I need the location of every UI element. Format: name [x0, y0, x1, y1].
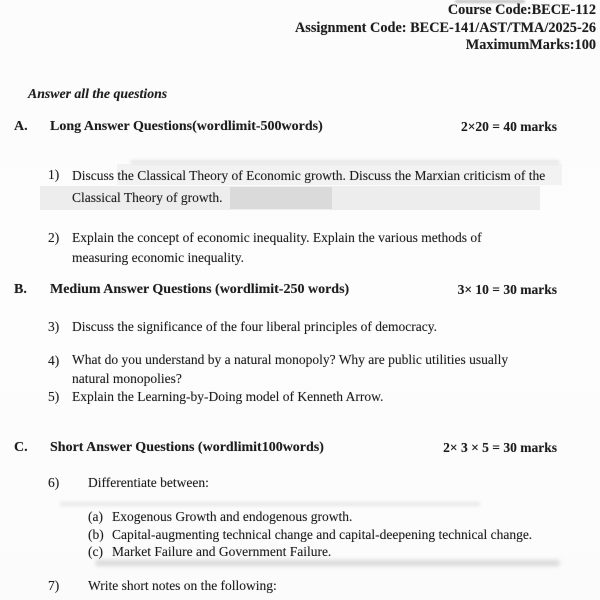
- assignment-code: Assignment Code: BECE-141/AST/TMA/2025-26: [294, 19, 596, 36]
- question-1-line-2: Classical Theory of growth.: [72, 190, 223, 205]
- instruction-note: Answer all the questions: [28, 86, 168, 101]
- question-4-line-1: What do you understand by a natural monopoly? Why are public utilities usually: [72, 352, 509, 367]
- section-b-heading: [0, 282, 600, 302]
- section-c-marks: 2× 3 × 5 = 30 marks: [443, 440, 557, 455]
- course-code: Course Code:BECE-112: [447, 2, 596, 18]
- question-3-number: 3): [48, 319, 60, 334]
- section-b-title: Medium Answer Questions (wordlimit-250 words): [50, 282, 350, 297]
- subitem-a-text: Exogenous Growth and endogenous growth.: [112, 509, 353, 524]
- question-3-line-1: Discuss the significance of the four liberal principles of democracy.: [72, 319, 437, 334]
- subitem-c-text: Market Failure and Government Failure.: [112, 544, 332, 559]
- question-1-number: 1): [48, 167, 60, 182]
- subitem-c: [88, 543, 532, 561]
- scan-artifact: [130, 160, 560, 164]
- scan-artifact: [95, 560, 560, 566]
- question-6-subitems: [88, 508, 532, 561]
- question-5-line-1: Explain the Learning-by-Doing model of Kenneth Arrow.: [72, 389, 384, 404]
- question-6: [48, 473, 209, 492]
- question-7-line-1: Write short notes on the following:: [88, 578, 277, 593]
- question-5-number: 5): [48, 389, 60, 404]
- document-header: [295, 2, 596, 55]
- subitem-a-label: (a): [88, 509, 103, 524]
- subitem-b: [88, 526, 532, 544]
- section-a-marks: 2×20 = 40 marks: [460, 119, 557, 134]
- question-2: [48, 228, 482, 268]
- question-4: [48, 351, 508, 388]
- subitem-b-label: (b): [88, 526, 104, 542]
- question-2-line-2: measuring economic inequality.: [72, 250, 244, 265]
- question-1: [48, 165, 545, 209]
- question-6-number: 6): [48, 475, 60, 490]
- section-b-marks: 3× 10 = 30 marks: [457, 282, 557, 297]
- question-7-number: 7): [48, 578, 60, 593]
- section-c-title: Short Answer Questions (wordlimit100words): [50, 440, 324, 455]
- section-c-heading: [0, 440, 600, 460]
- subitem-c-label: (c): [88, 544, 103, 559]
- subitem-b-text: Capital-augmenting technical change and capital-deepening technical change.: [112, 526, 533, 542]
- question-2-number: 2): [48, 230, 60, 245]
- question-6-line-1: Differentiate between:: [88, 475, 209, 490]
- section-a-heading: [0, 119, 600, 139]
- scan-artifact: [60, 502, 480, 506]
- section-c-label: C.: [14, 440, 28, 455]
- question-7: [48, 576, 277, 595]
- section-b-label: B.: [14, 282, 27, 297]
- question-4-line-2: natural monopolies?: [72, 370, 182, 386]
- question-4-number: 4): [48, 353, 60, 368]
- question-5: [48, 387, 383, 406]
- section-a-title: Long Answer Questions(wordlimit-500words): [50, 119, 323, 134]
- question-3: [48, 317, 437, 336]
- question-1-line-1: Discuss the Classical Theory of Economic growth. Discuss the Marxian criticism of the: [72, 168, 546, 183]
- question-2-line-1: Explain the concept of economic inequality. Explain the various methods of: [72, 230, 482, 245]
- subitem-a: [88, 508, 532, 526]
- maximum-marks: MaximumMarks:100: [465, 37, 596, 54]
- section-a-label: A.: [14, 119, 28, 134]
